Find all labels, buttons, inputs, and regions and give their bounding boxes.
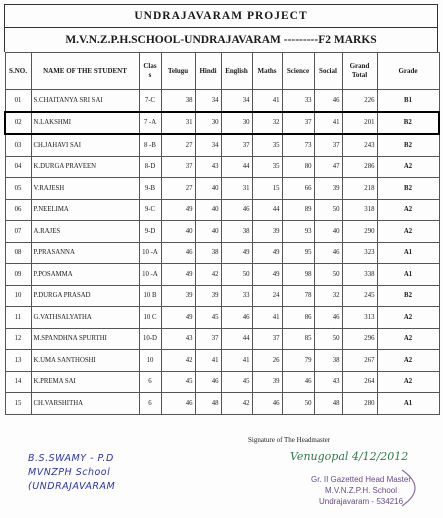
cell-sno: 07	[5, 221, 31, 243]
cell-class: 10 B	[139, 285, 161, 307]
cell-class: 8 -B	[139, 134, 161, 156]
cell-english: 49	[221, 242, 252, 264]
cell-english: 46	[221, 199, 252, 221]
cell-social: 50	[314, 264, 342, 286]
cell-grade: A1	[377, 264, 439, 286]
cell-class: 10	[139, 350, 161, 372]
cell-name: V.RAJESH	[31, 178, 139, 200]
cell-total: 296	[342, 328, 377, 350]
cell-class: 10-D	[139, 328, 161, 350]
cell-total: 245	[342, 285, 377, 307]
table-row	[5, 199, 439, 221]
cell-english: 50	[221, 264, 252, 286]
cell-sno: 04	[5, 156, 31, 178]
table-row	[5, 393, 439, 415]
cell-english: 42	[221, 393, 252, 415]
handwritten-line-2: MVNZPH School	[28, 467, 111, 478]
cell-telugu: 27	[161, 134, 195, 156]
project-title: UNDRAJAVARAM PROJECT	[4, 4, 438, 27]
cell-science: 95	[282, 242, 314, 264]
cell-social: 46	[314, 307, 342, 329]
cell-science: 37	[282, 112, 314, 135]
headmaster-signature: Venugopal 4/12/2012	[290, 450, 409, 463]
cell-hindi: 41	[195, 350, 221, 372]
cell-hindi: 40	[195, 199, 221, 221]
cell-grade: A2	[377, 371, 439, 393]
cell-science: 89	[282, 199, 314, 221]
cell-telugu: 31	[161, 112, 195, 135]
cell-grade: B1	[377, 90, 439, 112]
cell-name: CH.JAHAVI SAI	[31, 134, 139, 156]
cell-class: 7-C	[139, 90, 161, 112]
cell-social: 41	[314, 112, 342, 135]
cell-english: 37	[221, 134, 252, 156]
col-name: NAME OF THE STUDENT	[31, 53, 139, 90]
handwritten-note	[28, 452, 115, 494]
table-row	[5, 328, 439, 350]
cell-telugu: 46	[161, 393, 195, 415]
cell-class: 8-D	[139, 156, 161, 178]
cell-name: K.DURGA PRAVEEN	[31, 156, 139, 178]
cell-grade: A1	[377, 242, 439, 264]
cell-science: 85	[282, 328, 314, 350]
col-sno: S.NO.	[5, 53, 31, 90]
cell-telugu: 49	[161, 264, 195, 286]
cell-class: 9-C	[139, 199, 161, 221]
cell-sno: 12	[5, 328, 31, 350]
cell-telugu: 46	[161, 242, 195, 264]
cell-grade: B2	[377, 178, 439, 200]
table-row	[5, 134, 439, 156]
cell-science: 46	[282, 371, 314, 393]
cell-telugu: 27	[161, 178, 195, 200]
cell-social: 40	[314, 221, 342, 243]
cell-telugu: 49	[161, 307, 195, 329]
cell-total: 290	[342, 221, 377, 243]
cell-name: A.RAJES	[31, 221, 139, 243]
stamp-line-2: M.V.N.Z.P.H. School	[324, 486, 398, 495]
cell-total: 201	[342, 112, 377, 135]
cell-telugu: 39	[161, 285, 195, 307]
cell-social: 38	[314, 350, 342, 372]
table-row	[5, 221, 439, 243]
cell-social: 46	[314, 90, 342, 112]
cell-name: N.LAKSHMI	[31, 112, 139, 135]
col-social: Social	[314, 53, 342, 90]
cell-hindi: 34	[195, 134, 221, 156]
cell-name: M.SPANDHNA SPURTHI	[31, 328, 139, 350]
cell-maths: 49	[252, 264, 282, 286]
table-row	[5, 371, 439, 393]
cell-telugu: 45	[161, 371, 195, 393]
cell-science: 50	[282, 393, 314, 415]
cell-total: 338	[342, 264, 377, 286]
col-grade: Grade	[377, 53, 439, 90]
cell-grade: B2	[377, 134, 439, 156]
cell-name: P.NEELIMA	[31, 199, 139, 221]
cell-hindi: 40	[195, 178, 221, 200]
cell-sno: 02	[5, 112, 31, 135]
cell-telugu: 38	[161, 90, 195, 112]
stamp-ring-icon	[400, 466, 430, 510]
cell-science: 66	[282, 178, 314, 200]
cell-sno: 10	[5, 285, 31, 307]
cell-maths: 32	[252, 112, 282, 135]
cell-maths: 46	[252, 393, 282, 415]
cell-class: 6	[139, 393, 161, 415]
cell-name: K.UMA SANTHOSHI	[31, 350, 139, 372]
cell-sno: 09	[5, 264, 31, 286]
cell-social: 32	[314, 285, 342, 307]
col-english: English	[221, 53, 252, 90]
table-row	[5, 285, 439, 307]
cell-grade: B2	[377, 112, 439, 135]
cell-english: 33	[221, 285, 252, 307]
cell-science: 93	[282, 221, 314, 243]
headmaster-label: Signature of The Headmaster	[248, 436, 331, 444]
cell-class: 10 C	[139, 307, 161, 329]
col-class: Clas s	[139, 53, 161, 90]
cell-name: P.POSAMMA	[31, 264, 139, 286]
cell-grade: B2	[377, 285, 439, 307]
cell-maths: 24	[252, 285, 282, 307]
cell-sno: 15	[5, 393, 31, 415]
table-body	[5, 90, 439, 415]
cell-grade: A2	[377, 307, 439, 329]
col-science: Science	[282, 53, 314, 90]
cell-hindi: 42	[195, 264, 221, 286]
cell-grade: A2	[377, 328, 439, 350]
cell-telugu: 49	[161, 199, 195, 221]
cell-social: 43	[314, 371, 342, 393]
cell-sno: 05	[5, 178, 31, 200]
cell-social: 47	[314, 156, 342, 178]
cell-telugu: 43	[161, 328, 195, 350]
cell-total: 318	[342, 199, 377, 221]
cell-science: 33	[282, 90, 314, 112]
cell-hindi: 30	[195, 112, 221, 135]
cell-maths: 37	[252, 328, 282, 350]
col-total: Grand Total	[342, 53, 377, 90]
stamp-line-1: Gr. II Gazetted Head Master	[310, 475, 412, 484]
cell-total: 226	[342, 90, 377, 112]
table-row	[5, 112, 439, 135]
cell-total: 267	[342, 350, 377, 372]
cell-sno: 13	[5, 350, 31, 372]
cell-english: 31	[221, 178, 252, 200]
table-row	[5, 90, 439, 112]
cell-hindi: 37	[195, 328, 221, 350]
cell-hindi: 39	[195, 285, 221, 307]
cell-total: 286	[342, 156, 377, 178]
cell-class: 9-D	[139, 221, 161, 243]
cell-class: 10 -A	[139, 242, 161, 264]
cell-science: 78	[282, 285, 314, 307]
cell-telugu: 37	[161, 156, 195, 178]
marks-sheet	[4, 4, 438, 415]
cell-social: 50	[314, 199, 342, 221]
cell-name: S.CHAITANYA SRI SAI	[31, 90, 139, 112]
cell-science: 86	[282, 307, 314, 329]
cell-english: 30	[221, 112, 252, 135]
cell-english: 38	[221, 221, 252, 243]
cell-maths: 44	[252, 199, 282, 221]
cell-telugu: 40	[161, 221, 195, 243]
school-title: M.V.N.Z.P.H.SCHOOL-UNDRAJAVARAM ---------F2 MARKS	[4, 27, 438, 52]
cell-maths: 26	[252, 350, 282, 372]
cell-telugu: 42	[161, 350, 195, 372]
cell-class: 10 -A	[139, 264, 161, 286]
cell-maths: 41	[252, 307, 282, 329]
cell-social: 50	[314, 328, 342, 350]
cell-sno: 08	[5, 242, 31, 264]
table-row	[5, 178, 439, 200]
cell-english: 44	[221, 328, 252, 350]
cell-grade: A1	[377, 393, 439, 415]
table-row	[5, 242, 439, 264]
cell-total: 313	[342, 307, 377, 329]
cell-hindi: 43	[195, 156, 221, 178]
cell-name: K.PREMA SAI	[31, 371, 139, 393]
cell-sno: 06	[5, 199, 31, 221]
table-row	[5, 264, 439, 286]
cell-hindi: 34	[195, 90, 221, 112]
handwritten-line-3: (UNDRAJAVARAM	[28, 481, 116, 492]
cell-science: 98	[282, 264, 314, 286]
cell-maths: 39	[252, 221, 282, 243]
cell-english: 34	[221, 90, 252, 112]
table-row	[5, 350, 439, 372]
cell-social: 39	[314, 178, 342, 200]
cell-name: P.PRASANNA	[31, 242, 139, 264]
cell-hindi: 40	[195, 221, 221, 243]
handwritten-line-1: B.S.SWAMY - P.D	[28, 453, 114, 464]
header-row	[5, 53, 439, 90]
cell-total: 280	[342, 393, 377, 415]
col-hindi: Hindi	[195, 53, 221, 90]
cell-social: 37	[314, 134, 342, 156]
cell-english: 45	[221, 371, 252, 393]
cell-sno: 01	[5, 90, 31, 112]
cell-class: 7 -A	[139, 112, 161, 135]
cell-name: P.DURGA PRASAD	[31, 285, 139, 307]
cell-social: 46	[314, 242, 342, 264]
col-maths: Maths	[252, 53, 282, 90]
cell-maths: 35	[252, 156, 282, 178]
cell-grade: A2	[377, 350, 439, 372]
cell-science: 73	[282, 134, 314, 156]
cell-social: 48	[314, 393, 342, 415]
cell-hindi: 45	[195, 307, 221, 329]
cell-english: 46	[221, 307, 252, 329]
cell-hindi: 38	[195, 242, 221, 264]
cell-sno: 03	[5, 134, 31, 156]
table-row	[5, 156, 439, 178]
cell-total: 243	[342, 134, 377, 156]
stamp-line-3: Undrajavaram - 534216	[318, 497, 404, 506]
marks-table	[4, 52, 440, 415]
col-telugu: Telugu	[161, 53, 195, 90]
cell-sno: 14	[5, 371, 31, 393]
cell-grade: A2	[377, 221, 439, 243]
cell-hindi: 48	[195, 393, 221, 415]
cell-hindi: 46	[195, 371, 221, 393]
cell-total: 218	[342, 178, 377, 200]
cell-name: G.VATHSALYATHA	[31, 307, 139, 329]
cell-grade: A2	[377, 199, 439, 221]
cell-english: 41	[221, 350, 252, 372]
cell-science: 80	[282, 156, 314, 178]
cell-maths: 35	[252, 134, 282, 156]
cell-total: 323	[342, 242, 377, 264]
cell-maths: 15	[252, 178, 282, 200]
cell-maths: 49	[252, 242, 282, 264]
cell-class: 6	[139, 371, 161, 393]
cell-sno: 11	[5, 307, 31, 329]
cell-science: 79	[282, 350, 314, 372]
cell-class: 9-B	[139, 178, 161, 200]
cell-english: 44	[221, 156, 252, 178]
cell-grade: A2	[377, 156, 439, 178]
table-row	[5, 307, 439, 329]
cell-name: CH.VARSHITHA	[31, 393, 139, 415]
cell-maths: 39	[252, 371, 282, 393]
cell-total: 264	[342, 371, 377, 393]
cell-maths: 41	[252, 90, 282, 112]
